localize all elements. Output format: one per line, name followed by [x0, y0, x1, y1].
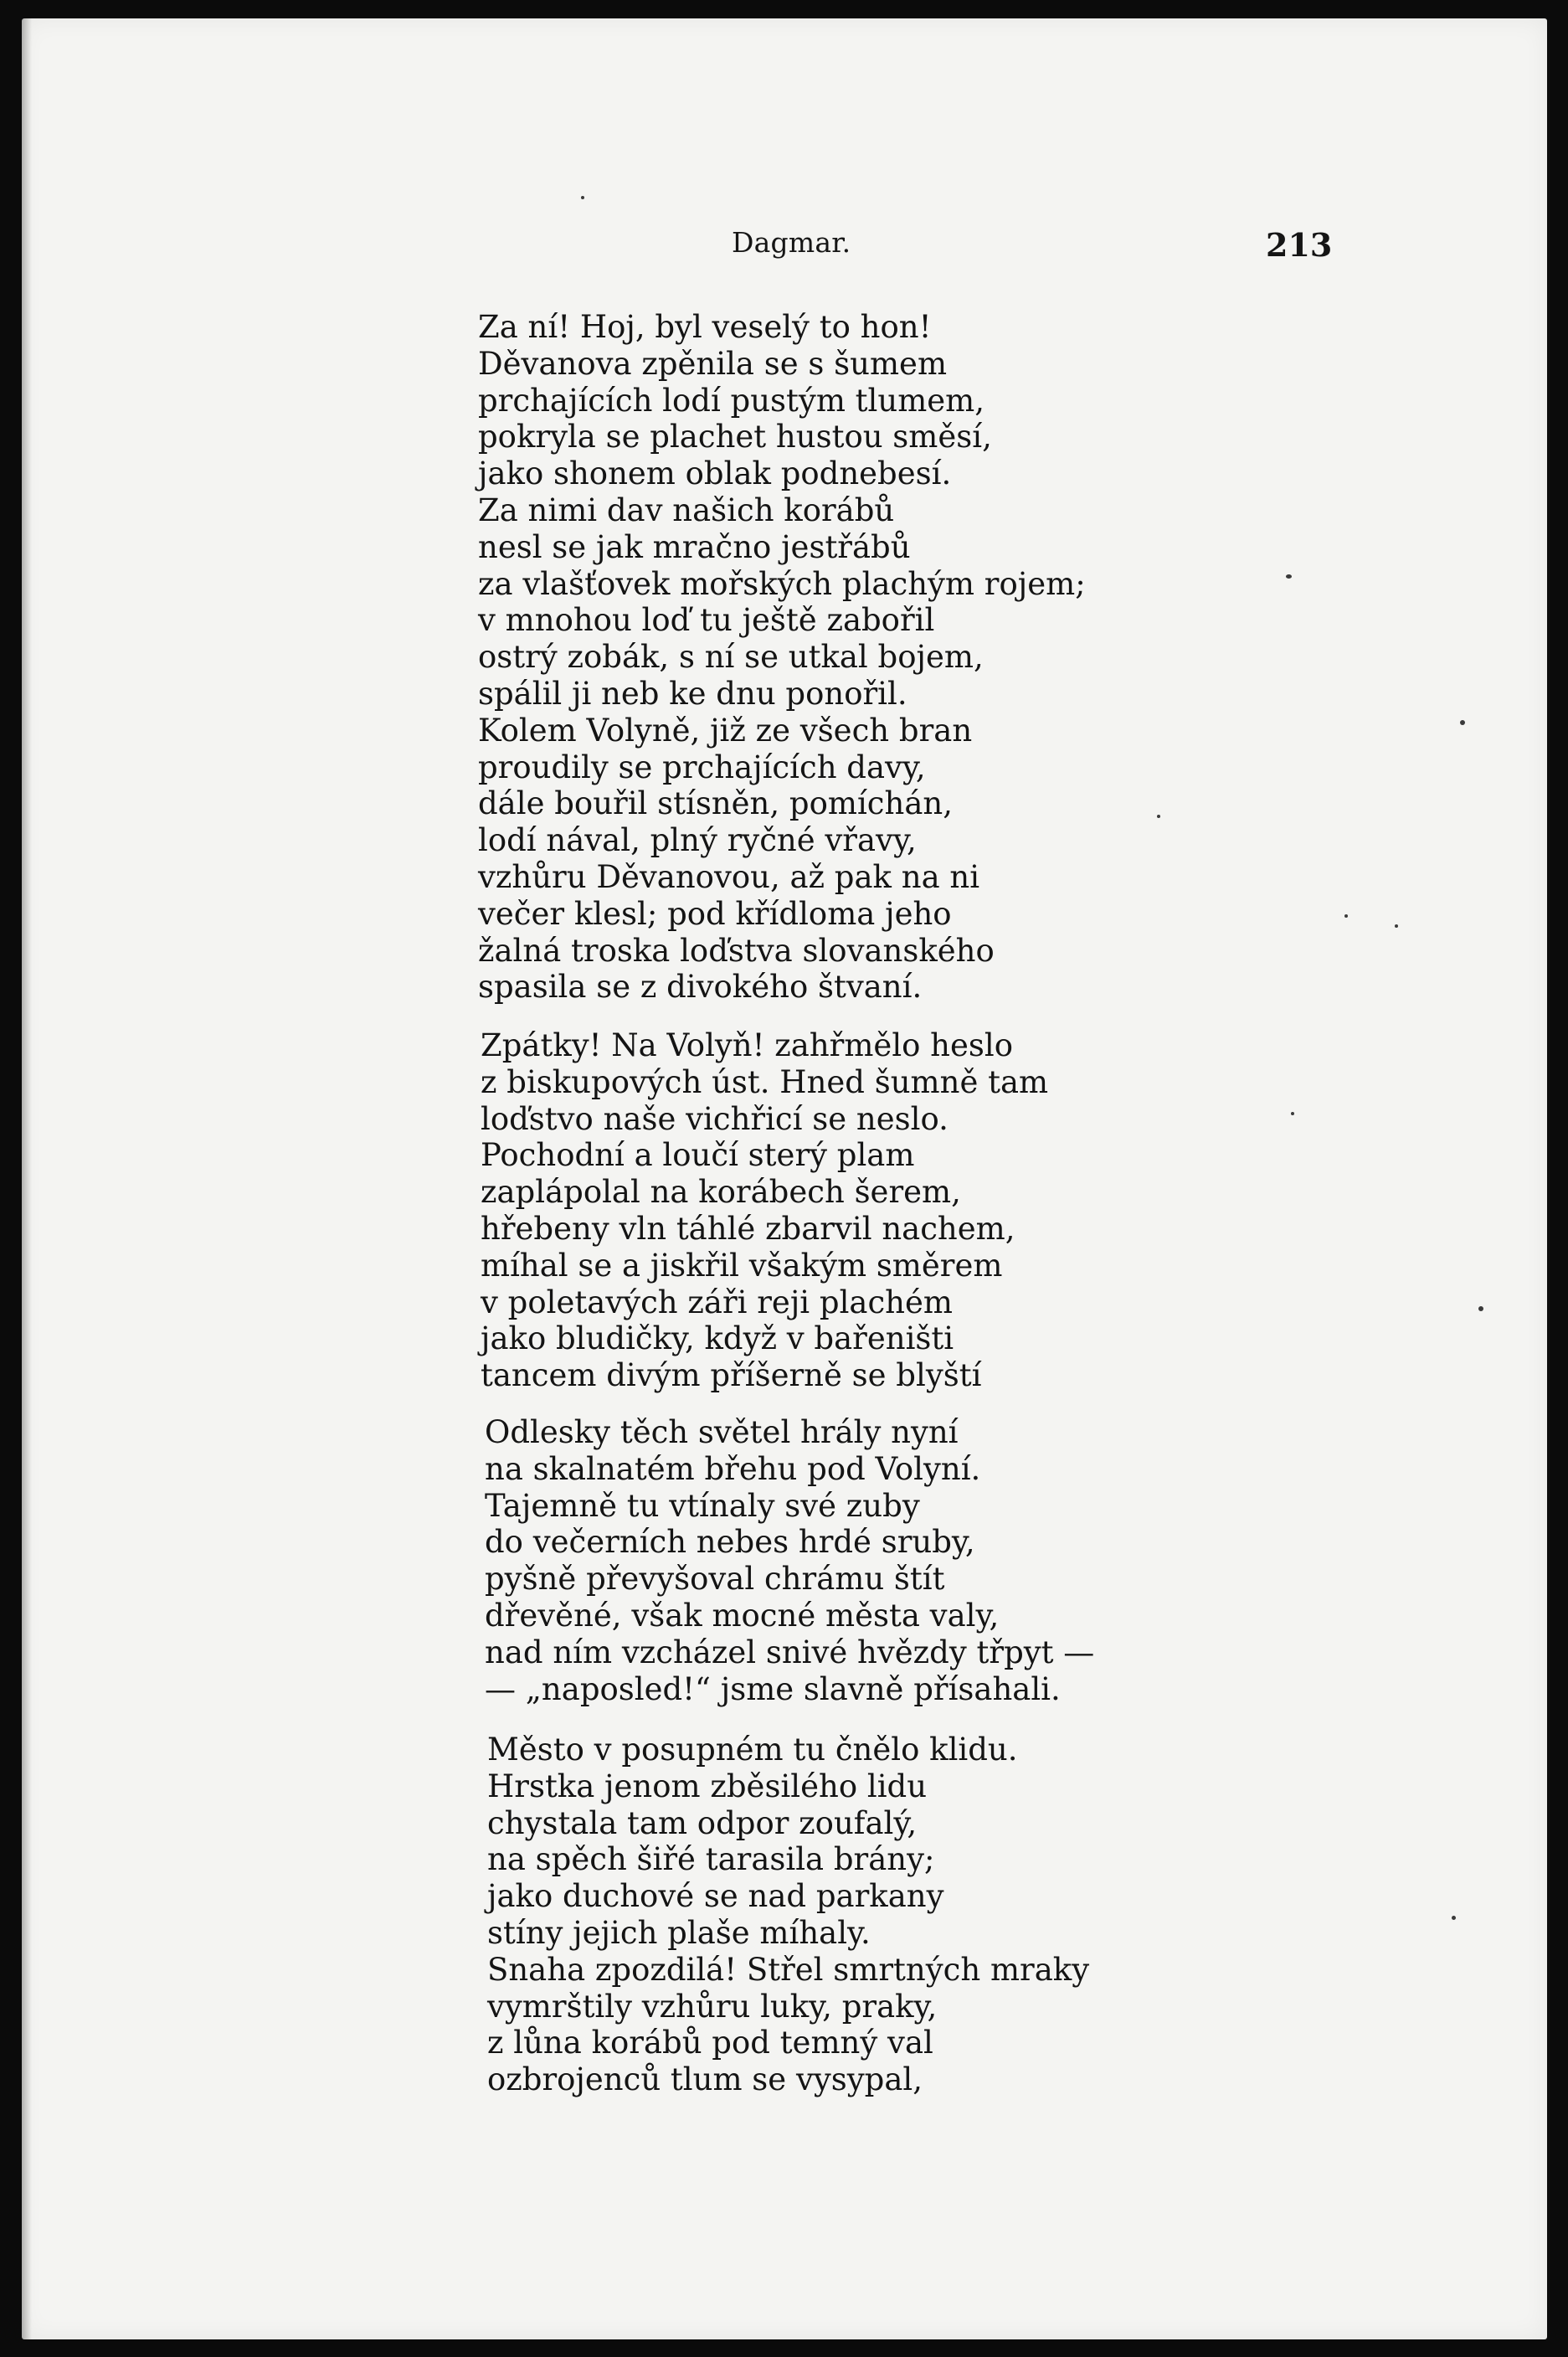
verse-line: za vlašťovek mořských plachým rojem; [478, 565, 1086, 602]
verse-line: jako bludičky, když v bařeništi [481, 1320, 954, 1357]
verse-line: vymrštily vzhůru luky, praky, [487, 1988, 938, 2025]
verse-line: dále bouřil stísněn, pomíchán, [478, 785, 953, 822]
stanza [481, 1027, 1048, 1394]
stanza [478, 309, 1086, 1006]
verse-line: chystala tam odpor zoufalý, [487, 1804, 918, 1841]
verse-line: ostrý zobák, s ní se utkal bojem, [478, 639, 984, 676]
page-gutter-shadow [22, 18, 32, 2339]
verse-line: Za nimi dav našich korábů [478, 491, 895, 528]
verse-line: spálil ji neb ke dnu ponořil. [478, 675, 907, 712]
verse-line: nesl se jak mračno jestřábů [478, 528, 911, 565]
verse-line: jako duchové se nad parkany [487, 1878, 944, 1915]
verse-line: žalná troska loďstva slovanského [478, 932, 995, 969]
verse-line: Kolem Volyně, již ze všech bran [478, 712, 973, 749]
verse-line: Hrstka jenom zběsilého lidu [487, 1768, 928, 1804]
verse-line: na spěch šiřé tarasila brány; [487, 1841, 935, 1878]
verse-line: Děvanova zpěnila se s šumem [478, 345, 948, 382]
verse-line: dřevěné, však mocné města valy, [485, 1597, 1000, 1634]
verse-line: z lůna korábů pod temný val [487, 2025, 933, 2061]
verse-line: Město v posupném tu čnělo klidu. [487, 1732, 1018, 1768]
verse-line: Tajemně tu vtínaly své zuby [485, 1487, 920, 1524]
verse-line: v mnohou loď tu ještě zabořil [478, 602, 935, 639]
verse-line: večer klesl; pod křídloma jeho [478, 895, 952, 932]
scan-speck [1395, 924, 1398, 928]
verse-line: lodí nával, plný ryčné vřavy, [478, 822, 917, 859]
verse-line: stíny jejich plaše míhaly. [487, 1914, 871, 1951]
book-page [22, 18, 1547, 2339]
verse-line: ozbrojenců tlum se vysypal, [487, 2061, 923, 2098]
verse-line: prchajících lodí pustým tlumem, [478, 382, 985, 419]
scan-speck [1286, 574, 1292, 579]
verse-line: pokryla se plachet hustou směsí, [478, 419, 992, 455]
verse-line: míhal se a jiskřil všakým směrem [481, 1247, 1003, 1284]
verse-line: v poletavých záři reji plachém [481, 1284, 953, 1320]
verse-line: tancem divým příšerně se blyští [481, 1357, 982, 1394]
scan-speck [1452, 1916, 1456, 1920]
stanza [487, 1732, 1089, 2098]
verse-line: loďstvo naše vichřicí se neslo. [481, 1100, 949, 1137]
verse-line: jako shonem oblak podnebesí. [478, 455, 952, 492]
verse-line: vzhůru Děvanovou, až pak na ni [478, 858, 980, 895]
verse-line: spasila se z divokého štvaní. [478, 969, 923, 1006]
verse-line: — „naposled!“ jsme slavně přísahali. [485, 1670, 1061, 1707]
verse-line: proudily se prchajících davy, [478, 749, 926, 785]
scan-speck [1291, 1112, 1294, 1115]
verse-line: z biskupových úst. Hned šumně tam [481, 1063, 1049, 1100]
scan-speck [1344, 914, 1348, 918]
verse-line: Snaha zpozdilá! Střel smrtných mraky [487, 1951, 1090, 1988]
verse-line: Zpátky! Na Volyň! zahřmělo heslo [481, 1027, 1014, 1063]
verse-line: na skalnatém břehu pod Volyní. [485, 1450, 981, 1487]
verse-line: Pochodní a loučí sterý plam [481, 1137, 915, 1174]
stanza [485, 1414, 1094, 1707]
scan-speck [1478, 1306, 1483, 1311]
verse-line: do večerních nebes hrdé sruby, [485, 1524, 975, 1561]
running-header-title: Dagmar. [732, 226, 851, 259]
scan-speck [1157, 815, 1160, 818]
verse-line: hřebeny vln táhlé zbarvil nachem, [481, 1210, 1015, 1247]
scan-speck [1460, 720, 1465, 725]
verse-line: Odlesky těch světel hrály nyní [485, 1414, 959, 1450]
verse-line: pyšně převyšoval chrámu štít [485, 1561, 945, 1598]
scan-speck [581, 196, 584, 199]
verse-line: nad ním vzcházel snivé hvězdy třpyt — [485, 1634, 1095, 1670]
verse-line: zaplápolal na korábech šerem, [481, 1174, 961, 1211]
page-number: 213 [1266, 226, 1333, 264]
verse-line: Za ní! Hoj, byl veselý to hon! [478, 309, 932, 345]
